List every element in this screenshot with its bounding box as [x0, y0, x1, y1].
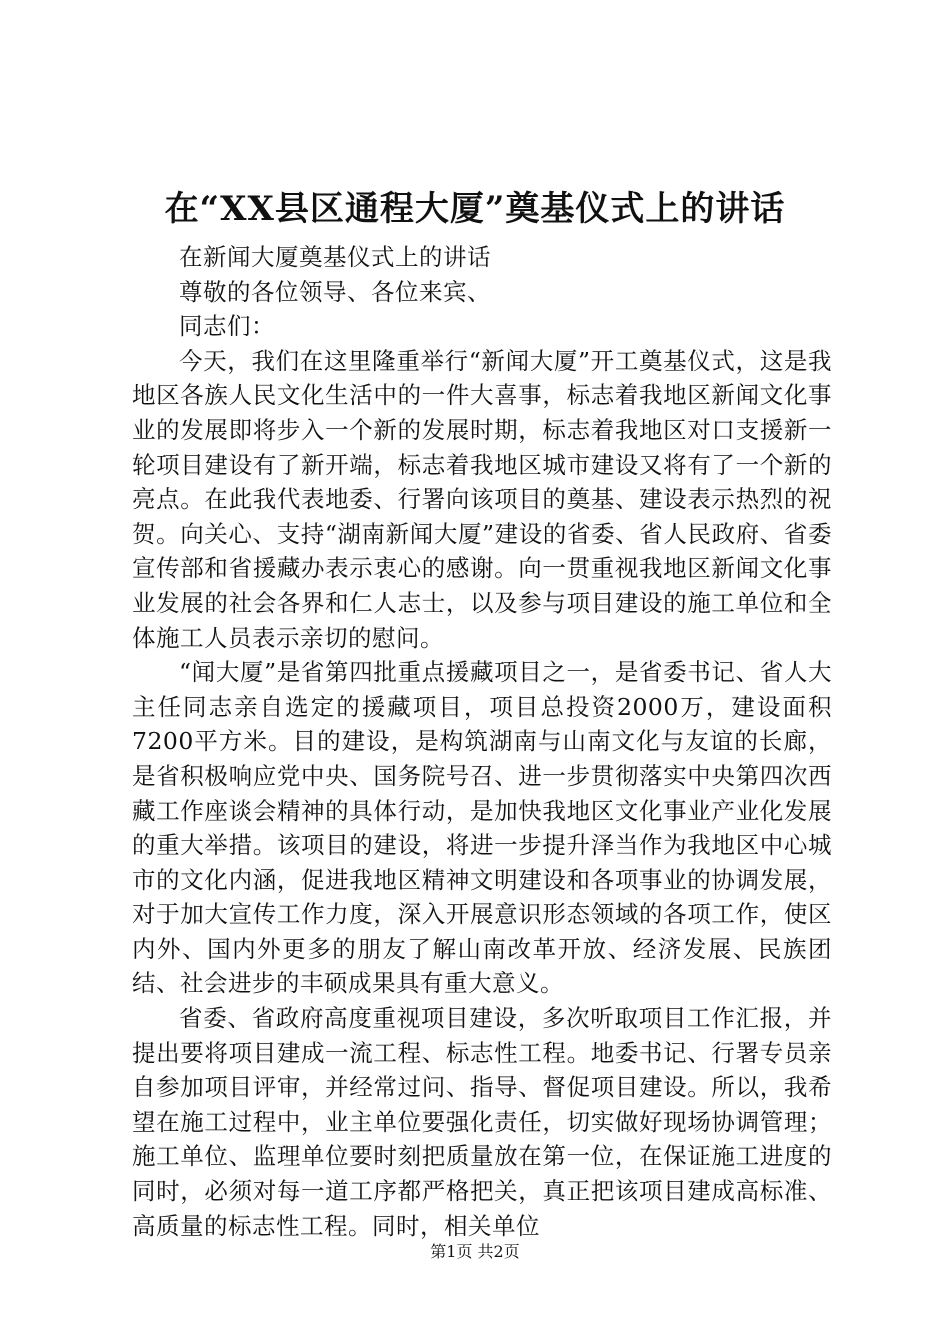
document-title: 在“XX县区通程大厦”奠基仪式上的讲话 [164, 189, 786, 229]
salutation-line: 同志们： [179, 312, 275, 341]
salutation-line: 尊敬的各位领导、各位来宾、 [179, 277, 491, 306]
body-paragraph: 今天，我们在这里隆重举行“新闻大厦”开工奠基仪式，这是我地区各族人民文化生活中的一件大喜事，标志着我地区新闻文化事业的发展即将步入一个新的发展时期，标志着我地区对口支援新一轮项目建设有了新开端，标志着我地区城市建设又将有了一个新的亮点。在此我代表地委、行署向该项目的奠基、建设表示热烈的祝贺。向关心、支持“湖南新闻大厦”建设的省委、省人民政府、省委宣传部和省援藏办表示衷心的感谢。向一贯重视我地区新闻文化事业发展的社会各界和仁人志士，以及参与项目建设的施工单位和全体施工人员表示亲切的慰问。 [132, 346, 832, 652]
page-footer: 第1页 共2页 [430, 1242, 520, 1261]
body-paragraph: “闻大厦”是省第四批重点援藏项目之一，是省委书记、省人大主任同志亲自选定的援藏项目，项目总投资2000万，建设面积7200平方米。目的建设，是构筑湖南与山南文化与友谊的长廊，是省积极响应党中央、国务院号召、进一步贯彻落实中央第四次西藏工作座谈会精神的具体行动，是加快我地区文化事业产业化发展的重大举措。该项目的建设，将进一步提升泽当作为我地区中心城市的文化内涵，促进我地区精神文明建设和各项事业的协调发展，对于加大宣传工作力度，深入开展意识形态领域的各项工作，使区内外、国内外更多的朋友了解山南改革开放、经济发展、民族团结、社会进步的丰硕成果具有重大意义。 [132, 658, 832, 998]
subtitle-line: 在新闻大厦奠基仪式上的讲话 [179, 243, 491, 271]
document-body [132, 240, 832, 1243]
body-paragraph: 省委、省政府高度重视项目建设，多次听取项目工作汇报，并提出要将项目建成一流工程、标志性工程。地委书记、行署专员亲自参加项目评审，并经常过问、指导、督促项目建设。所以，我希望在施工过程中，业主单位要强化责任，切实做好现场协调管理；施工单位、监理单位要时刻把质量放在第一位，在保证施工进度的同时，必须对每一道工序都严格把关，真正把该项目建成高标准、高质量的标志性工程。同时，相关单位 [132, 1004, 832, 1240]
